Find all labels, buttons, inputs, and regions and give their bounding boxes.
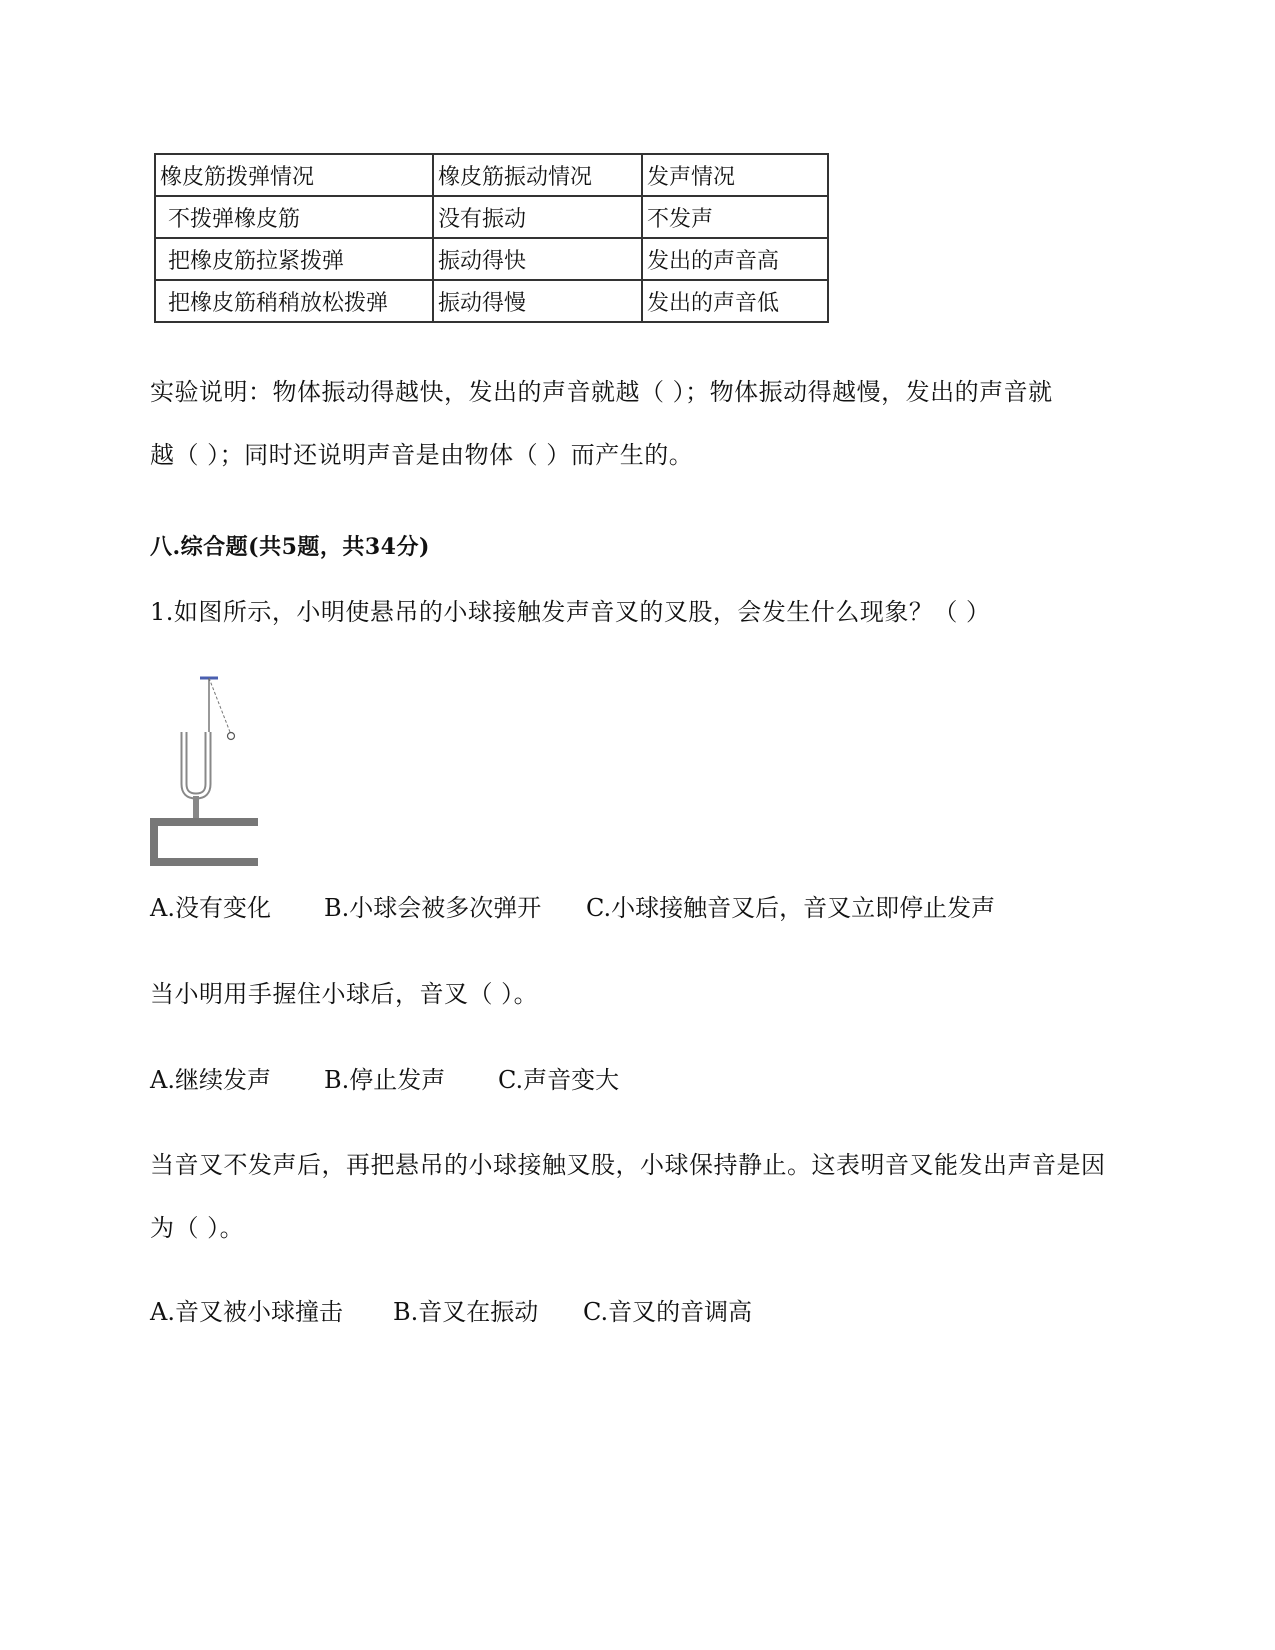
question-1-stem: 1.如图所示，小明使悬吊的小球接触发声音叉的叉股，会发生什么现象？（ ） (150, 598, 991, 626)
table-row (155, 238, 828, 280)
option-b: B.停止发声 (324, 1066, 446, 1094)
option-a: A.没有变化 (150, 894, 271, 922)
option-b: B.音叉在振动 (393, 1298, 539, 1326)
fork-prongs (184, 732, 208, 796)
subquestion-2-options (150, 1060, 619, 1095)
option-a: A.继续发声 (150, 1066, 271, 1094)
option-b: B.小球会被多次弹开 (324, 894, 542, 922)
section-title: 八.综合题(共5题，共34分) (150, 534, 430, 560)
table-header-cell: 发声情况 (642, 154, 828, 196)
option-c: C.音叉的音调高 (583, 1298, 753, 1326)
string-line (209, 678, 230, 732)
question-1-options (150, 888, 995, 923)
table-header-row (155, 154, 828, 196)
table-cell: 把橡皮筋拉紧拨弹 (155, 238, 433, 280)
option-c: C.声音变大 (498, 1066, 620, 1094)
table-cell: 不发声 (642, 196, 828, 238)
tuning-fork-figure (148, 672, 260, 870)
table-row (155, 196, 828, 238)
experiment-note-line2: 越（ ）；同时还说明声音是由物体（ ）而产生的。 (150, 441, 694, 469)
table-header-cell: 橡皮筋拨弹情况 (155, 154, 433, 196)
table-header-cell: 橡皮筋振动情况 (433, 154, 642, 196)
table-cell: 把橡皮筋稍稍放松拨弹 (155, 280, 433, 322)
subquestion-3-stem-line1: 当音叉不发声后，再把悬吊的小球接触叉股，小球保持静止。这表明音叉能发出声音是因 (150, 1151, 1106, 1179)
table-cell: 发出的声音低 (642, 280, 828, 322)
subquestion-2-stem: 当小明用手握住小球后，音叉（ ）。 (150, 980, 539, 1008)
table-cell: 发出的声音高 (642, 238, 828, 280)
subquestion-3-stem-line2: 为（ ）。 (150, 1214, 245, 1242)
table-cell: 没有振动 (433, 196, 642, 238)
experiment-table (154, 153, 829, 323)
fork-base (154, 822, 258, 862)
subquestion-3-options (150, 1292, 752, 1327)
table-cell: 振动得慢 (433, 280, 642, 322)
table-cell: 不拨弹橡皮筋 (155, 196, 433, 238)
table-row (155, 280, 828, 322)
ball-swung-icon (228, 733, 235, 740)
experiment-note-line1: 实验说明：物体振动得越快，发出的声音就越（ ）；物体振动得越慢，发出的声音就 (150, 378, 1053, 406)
option-c: C.小球接触音叉后，音叉立即停止发声 (586, 894, 996, 922)
option-a: A.音叉被小球撞击 (150, 1298, 343, 1326)
table-cell: 振动得快 (433, 238, 642, 280)
